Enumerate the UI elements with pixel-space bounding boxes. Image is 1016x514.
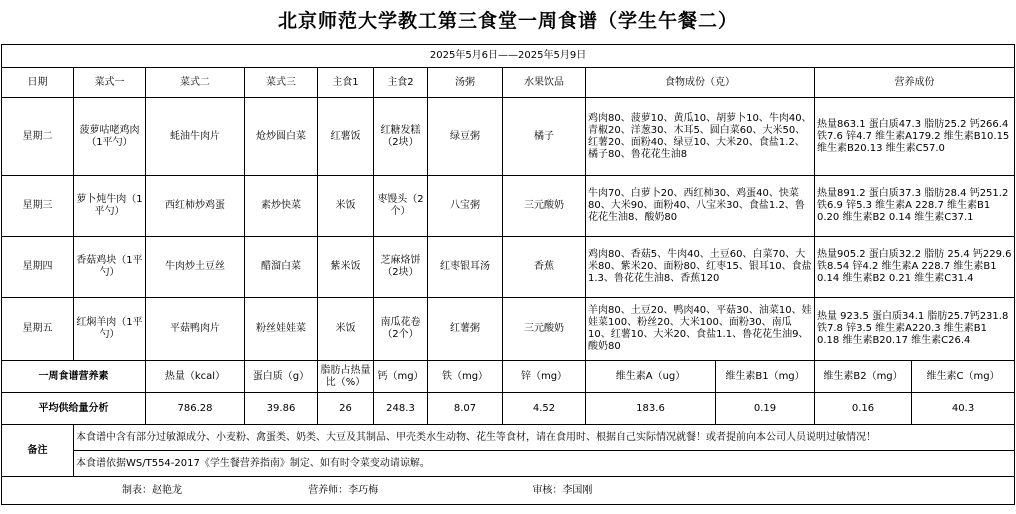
header-dish1: 菜式一 bbox=[74, 68, 146, 98]
avg-value: 8.07 bbox=[428, 393, 503, 425]
header-staple2: 主食2 bbox=[374, 68, 428, 98]
maker-signature: 制表：赵艳龙 bbox=[122, 484, 182, 496]
nutrient-header: 维生素C（mg） bbox=[912, 361, 1015, 393]
reviewer-signature: 审核：李国刚 bbox=[532, 484, 593, 496]
avg-value: 248.3 bbox=[374, 393, 428, 425]
header-soup: 汤粥 bbox=[428, 68, 503, 98]
avg-value: 0.16 bbox=[815, 393, 912, 425]
avg-value: 183.6 bbox=[586, 393, 716, 425]
page-title: 北京师范大学教工第三食堂一周食谱（学生午餐二） bbox=[277, 10, 738, 32]
avg-value: 40.3 bbox=[912, 393, 1015, 425]
header-row bbox=[2, 68, 1015, 98]
dish1: 萝卜炖牛肉（1平勺） bbox=[74, 176, 146, 237]
dish2: 牛肉炒土豆丝 bbox=[146, 237, 245, 298]
nutrient-header: 铁（mg） bbox=[428, 361, 503, 393]
header-dish2: 菜式二 bbox=[146, 68, 245, 98]
staple2: 芝麻烙饼（2块） bbox=[374, 237, 428, 298]
fruit: 橘子 bbox=[503, 98, 586, 176]
header-ingredients: 食物成份（克） bbox=[586, 68, 815, 98]
nutrient-header: 维生素B1（mg） bbox=[716, 361, 815, 393]
dish3: 炝炒圆白菜 bbox=[245, 98, 318, 176]
soup: 红薯粥 bbox=[428, 298, 503, 361]
staple1: 紫米饭 bbox=[318, 237, 374, 298]
weekly-label: 一周食谱营养素 bbox=[2, 361, 146, 393]
avg-value: 26 bbox=[318, 393, 374, 425]
soup: 绿豆粥 bbox=[428, 98, 503, 176]
dish1: 香菇鸡块（1平勺） bbox=[74, 237, 146, 298]
dish3: 粉丝娃娃菜 bbox=[245, 298, 318, 361]
nutrient-header: 维生素B2（mg） bbox=[815, 361, 912, 393]
day-row-wednesday bbox=[2, 176, 1015, 237]
nutrition: 热量863.1 蛋白质47.3 脂肪25.2 钙266.4 铁7.6 锌4.7 维生素A179.2 维生素B10.15 维生素B20.13 维生素C57.0 bbox=[815, 98, 1015, 176]
soup: 红枣银耳汤 bbox=[428, 237, 503, 298]
fruit: 三元酸奶 bbox=[503, 176, 586, 237]
dish2: 西红柿炒鸡蛋 bbox=[146, 176, 245, 237]
date-row bbox=[2, 45, 1015, 68]
dish1: 菠萝咕咾鸡肉（1平勺） bbox=[74, 98, 146, 176]
day-row-friday bbox=[2, 298, 1015, 361]
header-date: 日期 bbox=[2, 68, 74, 98]
day-label: 星期三 bbox=[2, 176, 74, 237]
nutrient-header: 维生素A（ug） bbox=[586, 361, 716, 393]
staple2: 红糖发糕（2块） bbox=[374, 98, 428, 176]
avg-label: 平均供给量分析 bbox=[2, 393, 146, 425]
remark-allergen: 本食谱中含有部分过敏源成分、小麦粉、禽蛋类、奶类、大豆及其制品、甲壳类水生动物、花生等食材，请在食用时、根据自己实际情况就餐！或者提前向本公司人员说明过敏情况！ bbox=[74, 425, 1015, 451]
dish2: 蚝油牛肉片 bbox=[146, 98, 245, 176]
staple1: 米饭 bbox=[318, 298, 374, 361]
menu-table bbox=[1, 44, 1015, 505]
average-row bbox=[2, 393, 1015, 425]
staple1: 米饭 bbox=[318, 176, 374, 237]
date-range: 2025年5月6日——2025年5月9日 bbox=[2, 45, 1015, 68]
day-row-tuesday bbox=[2, 98, 1015, 176]
day-label: 星期二 bbox=[2, 98, 74, 176]
avg-value: 4.52 bbox=[503, 393, 586, 425]
nutrition: 热量 923.5 蛋白质34.1 脂肪25.7钙231.8 铁7.8 锌3.5 维生素A220.3 维生素B1 0.18 维生素B20.17 维生素C26.4 bbox=[815, 298, 1015, 361]
staple2: 南瓜花卷（2个） bbox=[374, 298, 428, 361]
nutritionist-signature: 营养师：李巧梅 bbox=[308, 484, 379, 496]
dish2: 平菇鸭肉片 bbox=[146, 298, 245, 361]
avg-value: 786.28 bbox=[146, 393, 245, 425]
header-fruit: 水果饮品 bbox=[503, 68, 586, 98]
dish3: 素炒快菜 bbox=[245, 176, 318, 237]
avg-value: 39.86 bbox=[245, 393, 318, 425]
remark-guideline: 本食谱依据WS/T554-2017《学生餐营养指南》制定、如有时令菜变动请谅解。 bbox=[74, 451, 1015, 477]
staple2: 枣馒头（2个） bbox=[374, 176, 428, 237]
fruit: 香蕉 bbox=[503, 237, 586, 298]
signatures bbox=[2, 477, 1015, 505]
nutrient-header: 热量（kcal） bbox=[146, 361, 245, 393]
dish1: 红焖羊肉（1平勺） bbox=[74, 298, 146, 361]
fruit: 三元酸奶 bbox=[503, 298, 586, 361]
ingredients: 牛肉70、白萝卜20、西红柿30、鸡蛋40、快菜80、大米90、面粉40、八宝米30、食盐1.2、鲁花花生油8、酸奶80 bbox=[586, 176, 815, 237]
header-nutrition: 营养成份 bbox=[815, 68, 1015, 98]
nutrition: 热量905.2 蛋白质32.2 脂肪 25.4 钙229.6 铁8.54 锌4.2 维生素A 228.7 维生素B1 0.14 维生素B2 0.21 维生素C31.4 bbox=[815, 237, 1015, 298]
ingredients: 羊肉80、土豆20、鸭肉40、平菇30、油菜10、娃娃菜100、粉丝20、大米100、面粉30、南瓜10、红薯10、大米20、食盐1.1、鲁花花生油9、酸奶80 bbox=[586, 298, 815, 361]
dish3: 醋溜白菜 bbox=[245, 237, 318, 298]
signature-row bbox=[2, 477, 1015, 505]
remarks-label: 备注 bbox=[2, 425, 74, 477]
day-label: 星期五 bbox=[2, 298, 74, 361]
staple1: 红薯饭 bbox=[318, 98, 374, 176]
nutrient-header: 蛋白质（g） bbox=[245, 361, 318, 393]
avg-value: 0.19 bbox=[716, 393, 815, 425]
remark-row-1 bbox=[2, 425, 1015, 451]
day-label: 星期四 bbox=[2, 237, 74, 298]
header-staple1: 主食1 bbox=[318, 68, 374, 98]
nutrient-header: 钙（mg） bbox=[374, 361, 428, 393]
header-dish3: 菜式三 bbox=[245, 68, 318, 98]
nutrient-header-row bbox=[2, 361, 1015, 393]
soup: 八宝粥 bbox=[428, 176, 503, 237]
remark-row-2 bbox=[2, 451, 1015, 477]
ingredients: 鸡肉80、香菇5、牛肉40、土豆60、白菜70、大米80、紫米20、面粉80、红枣15、银耳10、食盐1.3、鲁花花生油8、香蕉120 bbox=[586, 237, 815, 298]
nutrient-header: 脂肪占热量比（%） bbox=[318, 361, 374, 393]
ingredients: 鸡肉80、菠萝10、黄瓜10、胡萝卜10、牛肉40、青椒20、洋葱30、木耳5、圆白菜60、大米50、红薯20、面粉40、绿豆10、大米20、食盐1.2、橘子80、鲁花花生油8 bbox=[586, 98, 815, 176]
day-row-thursday bbox=[2, 237, 1015, 298]
nutrition: 热量891.2 蛋白质37.3 脂肪28.4 钙251.2 铁6.9 锌5.3 维生素A 228.7 维生素B1 0.20 维生素B2 0.14 维生素C37.1 bbox=[815, 176, 1015, 237]
nutrient-header: 锌（mg） bbox=[503, 361, 586, 393]
